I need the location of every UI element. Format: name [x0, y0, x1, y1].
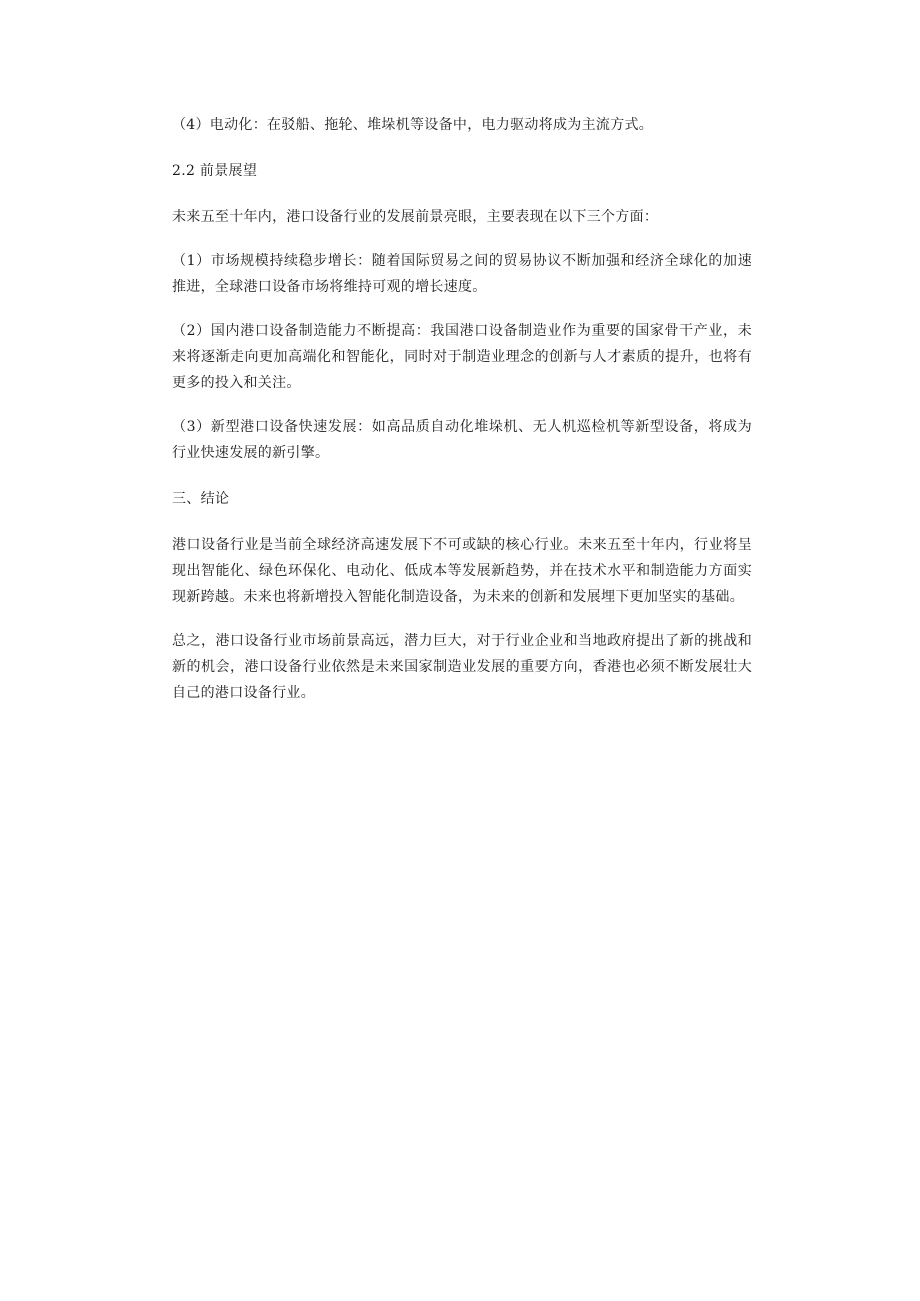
electrification-item: （4）电动化：在驳船、拖轮、堆垛机等设备中，电力驱动将成为主流方式。	[172, 117, 654, 133]
outlook-item-2: （2）国内港口设备制造能力不断提高：我国港口设备制造业作为重要的国家骨干产业，未来将逐渐走向更加高端化和智能化，同时对于制造业理念的创新与人才素质的提升，也将有更多的投入和关注。	[172, 323, 752, 391]
conclusion-paragraph-1: 港口设备行业是当前全球经济高速发展下不可或缺的核心行业。未来五至十年内，行业将呈现出智能化、绿色环保化、电动化、低成本等发展新趋势，并在技术水平和制造能力方面实现新跨越。未来也将新增投入智能化制造设备，为未来的创新和发展埋下更加坚实的基础。	[172, 537, 752, 605]
section-3-heading: 三、结论	[172, 491, 230, 507]
document-page	[172, 112, 752, 706]
conclusion-paragraph-2: 总之，港口设备行业市场前景高远，潜力巨大，对于行业企业和当地政府提出了新的挑战和新的机会，港口设备行业依然是未来国家制造业发展的重要方向，香港也必须不断发展壮大自己的港口设备行业。	[172, 633, 752, 701]
outlook-item-1: （1）市场规模持续稳步增长：随着国际贸易之间的贸易协议不断加强和经济全球化的加速推进，全球港口设备市场将维持可观的增长速度。	[172, 253, 752, 295]
section-2-2-heading: 2.2 前景展望	[172, 163, 258, 179]
outlook-intro: 未来五至十年内，港口设备行业的发展前景亮眼，主要表现在以下三个方面：	[172, 209, 659, 225]
outlook-item-3: （3）新型港口设备快速发展：如高品质自动化堆垛机、无人机巡检机等新型设备，将成为行业快速发展的新引擎。	[172, 419, 752, 461]
